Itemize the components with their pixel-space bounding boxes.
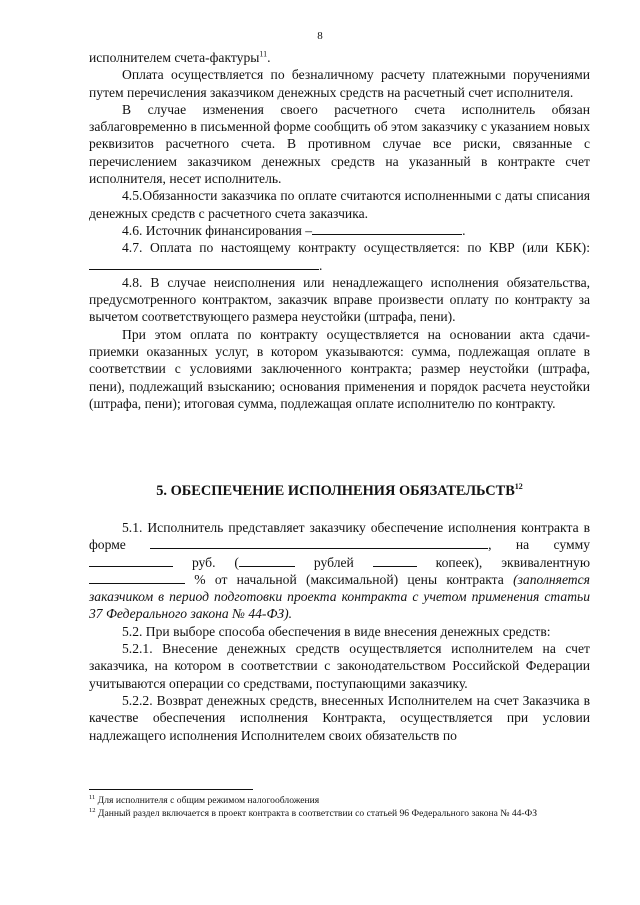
- footnote-ref-11: 11: [259, 49, 268, 59]
- rubles-words-field[interactable]: [239, 554, 295, 567]
- page-number: 8: [317, 30, 323, 42]
- funding-source-field[interactable]: [312, 222, 462, 235]
- paragraph-5-2-2: 5.2.2. Возврат денежных средств, внесенных Исполнителем на счет Заказчика в качестве обеспечения исполнения Контракта, осуществляется при условии надлежащего исполнения Исполнителем своих обязательств по: [89, 692, 590, 743]
- paragraph-account-change: В случае изменения своего расчетного счета исполнитель обязан заблаговременно в письменной форме сообщить об этом заказчику с указанием новых реквизитов расчетного счета. В противном случае все риски, связанные с перечислением заказчиком денежных средств на указанный в контракте счет исполнителя, несет исполнитель.: [89, 101, 590, 187]
- paragraph-invoice: [89, 49, 590, 66]
- paragraph-acceptance-act: При этом оплата по контракту осуществляется на основании акта сдачи-приемки оказанных услуг, в котором указываются: сумма, подлежащая оплате в соответствии с условиями заключенного контракта; размер неустойки (штрафа, пени), подлежащий взысканию; основания применения и порядок расчета неустойки (штрафа, пени); итоговая сумма, подлежащая оплате исполнителю по контракту.: [89, 326, 590, 411]
- section-5-body: [89, 519, 590, 744]
- paragraph-5-1-text-e: копеек), эквивалентную: [435, 554, 590, 570]
- paragraph-4-7-end: .: [319, 257, 323, 273]
- kvr-kbk-field[interactable]: [89, 257, 319, 270]
- paragraph-4-7: [89, 239, 590, 274]
- security-amount-field[interactable]: [89, 554, 173, 567]
- paragraph-5-2-1: 5.2.1. Внесение денежных средств осуществляется исполнителем на счет заказчика, на котором в соответствии с законодательством Российской Федерации учитываются операции со средствами, поступающими заказчику.: [89, 641, 590, 691]
- security-form-field[interactable]: [150, 536, 488, 549]
- paragraph-4-6-text: 4.6. Источник финансирования –: [122, 222, 313, 238]
- paragraph-cashless-payment: Оплата осуществляется по безналичному расчету платежными поручениями путем перечисления заказчиком денежных средств на расчетный счет исполнителя.: [89, 67, 590, 100]
- paragraph-4-6-end: .: [462, 222, 466, 238]
- paragraph-invoice-end: .: [267, 50, 271, 65]
- paragraph-5-2: 5.2. При выборе способа обеспечения в виде внесения денежных средств:: [122, 623, 551, 639]
- footnote-12-text: Данный раздел включается в проект контракта в соответствии со статьей 96 Федерального закона № 44-ФЗ: [97, 808, 538, 819]
- footnote-11-text: Для исполнителя с общим режимом налогообложения: [97, 795, 320, 806]
- paragraph-5-1: [89, 519, 590, 623]
- section-5-heading: [89, 482, 590, 500]
- footnote-11-number: 11: [89, 793, 96, 801]
- paragraph-5-1-note: (заполняется заказчиком в период подготовки проекта контракта с учетом применения статьи 37 Федерального закона № 44-ФЗ).: [89, 571, 590, 622]
- paragraph-4-5: 4.5.Обязанности заказчика по оплате считаются исполненными с даты списания денежных средств с расчетного счета заказчика.: [89, 188, 590, 221]
- paragraph-4-8: 4.8. В случае неисполнения или ненадлежащего исполнения обязательства, предусмотренного контрактом, заказчик вправе произвести оплату по контракту за вычетом соответствующего размера неустойки (штрафа, пени).: [89, 274, 590, 325]
- paragraph-5-1-text-b: , на сумму: [488, 537, 590, 553]
- footnote-12-number: 12: [89, 806, 96, 814]
- paragraph-5-1-text-c: руб. (: [191, 554, 239, 570]
- footnote-12: [89, 808, 594, 820]
- footnote-separator: [89, 789, 253, 790]
- paragraph-5-1-text-a: 5.1. Исполнитель представляет заказчику обеспечение исполнения контракта в форме: [89, 520, 590, 553]
- footnote-11: [89, 795, 594, 807]
- footnote-ref-12: 12: [514, 482, 523, 492]
- kopecks-field[interactable]: [373, 554, 417, 567]
- percent-field[interactable]: [89, 571, 185, 584]
- paragraph-5-1-text-f: % от начальной (максимальной) цены контракта: [194, 571, 504, 587]
- paragraph-4-7-text: 4.7. Оплата по настоящему контракту осуществляется: по КВР (или КБК):: [122, 240, 590, 256]
- paragraph-4-6: [89, 222, 590, 239]
- section-5-heading-text: 5. ОБЕСПЕЧЕНИЕ ИСПОЛНЕНИЯ ОБЯЗАТЕЛЬСТВ: [156, 483, 515, 499]
- paragraph-5-1-text-d: рублей: [313, 554, 354, 570]
- payment-terms-block: [89, 49, 590, 412]
- paragraph-invoice-text: исполнителем счета-фактуры: [89, 50, 260, 65]
